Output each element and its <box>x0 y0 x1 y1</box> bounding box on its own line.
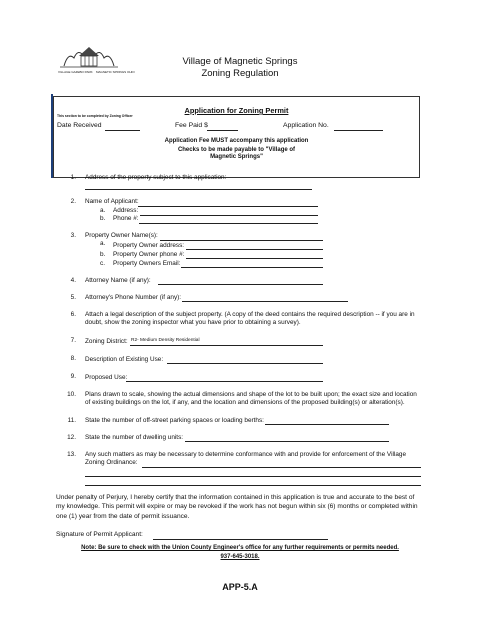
item-3a-label: Property Owner address: <box>113 242 185 249</box>
item-3b-label: Property Owner phone #: <box>113 251 185 258</box>
existing-use-field[interactable] <box>167 363 323 364</box>
item-2a-label: Address: <box>113 207 139 214</box>
ordinance-matters-field-3[interactable] <box>85 485 421 486</box>
proposed-use-field[interactable] <box>126 381 323 382</box>
item-2b-letter: b. <box>100 215 106 222</box>
fee-paid-field[interactable] <box>207 130 238 131</box>
zoning-officer-box <box>53 96 420 178</box>
owner-email-field[interactable] <box>181 267 323 268</box>
property-address-field[interactable] <box>85 189 312 190</box>
item-13-number: 13. <box>67 451 76 458</box>
engineer-note: Note: Be sure to check with the Union County Engineer's office for any further requirements or permits needed. <box>81 545 399 551</box>
attorney-phone-field[interactable] <box>182 301 348 302</box>
dwelling-units-field[interactable] <box>185 441 389 442</box>
fee-note: Application Fee MUST accompany this application <box>164 138 309 144</box>
parking-spaces-field[interactable] <box>265 424 389 425</box>
item-7-number: 7. <box>70 337 76 344</box>
officer-note: This section to be completed by Zoning Officer <box>57 114 133 118</box>
item-10-label: Plans drawn to scale, showing the actual dimensions and shape of the lot to be built upon; the exact size and location of existing buildings on the lot, if any, and the location and dimensions of the proposed building(s) or alteration(s). <box>85 391 417 406</box>
perjury-statement: Under penalty of Perjury, I hereby certify that the information contained in this application is true and accurate to the best of my knowledge. This permit will expire or may be revoked if the work has not begun within six (6) months or completed within one (1) year from the date of permit issuance. <box>56 494 418 520</box>
item-3c-label: Property Owners Email: <box>113 260 181 267</box>
item-3-label: Property Owner Name(s): <box>85 232 158 239</box>
item-7-label: Zoning District: <box>85 338 128 345</box>
logo-caption-left: VILLAGE GAZEBO PARK <box>58 70 93 74</box>
item-3b-letter: b. <box>100 251 106 258</box>
signature-field[interactable] <box>153 539 328 540</box>
item-2a-letter: a. <box>100 207 106 214</box>
item-1-label: Address of the property subject to this application: <box>85 174 227 181</box>
item-9-label: Proposed Use: <box>85 374 128 381</box>
village-title: Village of Magnetic Springs <box>182 56 298 67</box>
item-3a-letter: a. <box>100 240 106 247</box>
item-2-label: Name of Applicant: <box>85 198 139 205</box>
applicant-phone-field[interactable] <box>139 223 318 224</box>
owner-name-field[interactable] <box>160 240 323 241</box>
application-no-field[interactable] <box>334 130 383 131</box>
logo-caption-right: MAGNETIC SPRINGS OHIO <box>96 70 135 74</box>
date-received-label: Date Received <box>57 122 102 129</box>
item-5-label: Attorney's Phone Number (if any): <box>85 294 182 301</box>
item-11-label: State the number of off-street parking spaces or loading berths: <box>85 417 264 424</box>
attorney-name-field[interactable] <box>158 284 323 285</box>
item-13-label-line1: Any such matters as may be necessary to determine conformance with and provide for enforcement of the Village <box>85 451 406 458</box>
zoning-district-field[interactable] <box>130 345 323 346</box>
item-10-number: 10. <box>67 391 76 398</box>
form-code: APP-5.A <box>222 582 258 592</box>
item-8-number: 8. <box>70 355 76 362</box>
ordinance-matters-field-2[interactable] <box>85 476 421 477</box>
owner-phone-field[interactable] <box>186 258 323 259</box>
zoning-district-value[interactable]: R2- Medium Density Residential <box>131 338 200 343</box>
item-6-label: Attach a legal description of the subject property. (A copy of the deed contains the required description -- if you are in doubt, show the zoning inspector what you have prior to obtaining a survey). <box>85 311 415 326</box>
item-9-number: 9. <box>70 373 76 380</box>
item-2-number: 2. <box>70 198 76 205</box>
item-4-number: 4. <box>70 277 76 284</box>
ordinance-matters-field-1[interactable] <box>142 467 421 468</box>
box-title: Application for Zoning Permit <box>184 106 289 115</box>
item-3c-letter: c. <box>100 260 105 267</box>
item-12-label: State the number of dwelling units: <box>85 434 184 441</box>
date-received-field[interactable] <box>105 130 140 131</box>
application-no-label: Application No. <box>283 122 329 129</box>
item-5-number: 5. <box>70 294 76 301</box>
checks-note-line2: Magnetic Springs" <box>210 154 263 160</box>
document-subtitle: Zoning Regulation <box>201 68 279 79</box>
item-1-number: 1. <box>70 174 76 181</box>
checks-note-line1: Checks to be made payable to "Village of <box>177 147 296 153</box>
engineer-phone: 937-645-3018. <box>220 554 260 560</box>
item-4-label: Attorney Name (if any): <box>85 277 151 284</box>
item-12-number: 12. <box>67 434 76 441</box>
fee-paid-label: Fee Paid $ <box>175 122 208 129</box>
signature-label: Signature of Permit Applicant: <box>56 531 143 538</box>
item-6-number: 6. <box>70 311 76 318</box>
item-11-number: 11. <box>67 417 76 424</box>
applicant-address-field[interactable] <box>140 215 318 216</box>
owner-address-field[interactable] <box>186 249 323 250</box>
item-2b-label: Phone #: <box>113 215 139 222</box>
applicant-name-field[interactable] <box>138 206 318 207</box>
item-13-label-line2: Zoning Ordinance: <box>85 459 138 466</box>
item-8-label: Description of Existing Use: <box>85 356 164 363</box>
item-3-number: 3. <box>70 232 76 239</box>
